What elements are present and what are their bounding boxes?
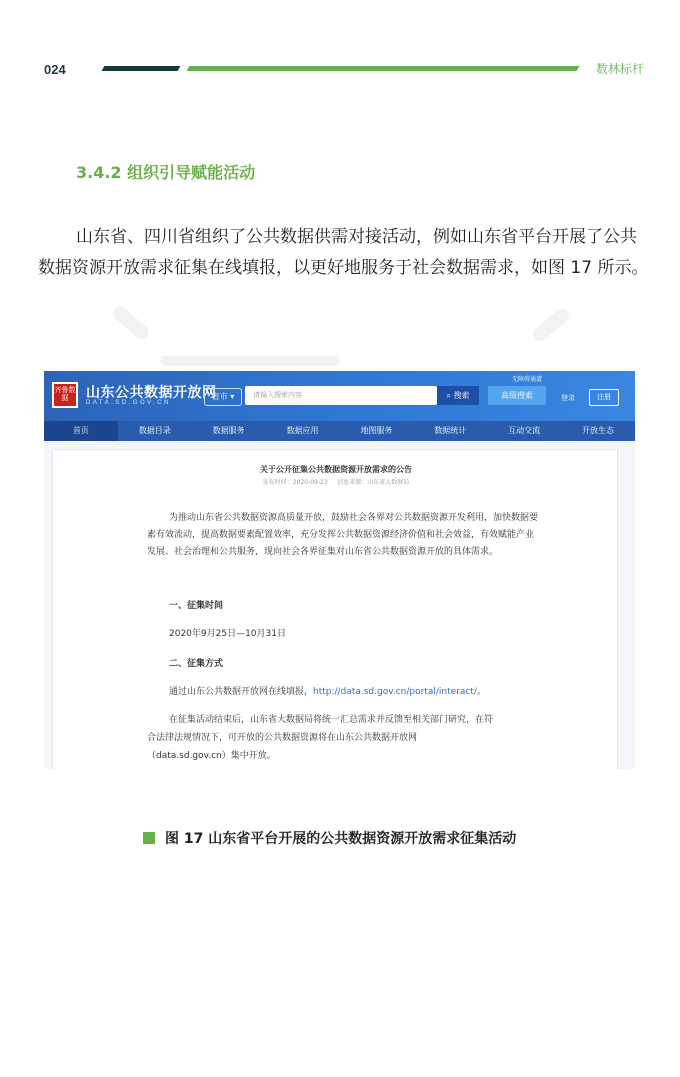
chevron-down-icon: ▾: [230, 392, 235, 401]
login-link[interactable]: 登录: [561, 394, 575, 402]
method-prefix: 通过山东公共数据开放网在线填报，: [169, 687, 314, 697]
register-button[interactable]: 注册: [589, 389, 619, 406]
nav-item-map[interactable]: 地图服务: [360, 426, 393, 435]
nav-item-apps[interactable]: 数据应用: [286, 426, 319, 435]
website-screenshot: [44, 371, 635, 769]
page-number: 024: [44, 62, 66, 77]
nav-item-home[interactable]: 首页: [44, 421, 118, 441]
site-title[interactable]: 山东公共数据开放网: [86, 385, 217, 401]
accessibility-link[interactable]: 无障碍通道: [512, 376, 543, 383]
collection-time-range: 2020年9月25日—10月31日: [169, 629, 286, 639]
watermark-shape: [160, 356, 340, 366]
nav-item-ecosystem[interactable]: 开放生态: [582, 426, 615, 435]
closing-line-2: 合法律法规情况下，可开放的公共数据资源将在山东公共数据开放网: [147, 733, 418, 743]
search-icon: ⌕: [446, 391, 451, 400]
heading-collection-method: 二、征集方式: [169, 659, 224, 669]
watermark-shape: [530, 306, 571, 344]
info-source: 信息来源：山东省大数据局: [337, 479, 410, 486]
heading-collection-time: 一、征集时间: [169, 601, 224, 611]
search-input[interactable]: 请输入搜索内容: [245, 386, 437, 405]
header-brand: 数林标杆: [596, 62, 645, 76]
advanced-search-button[interactable]: 高级搜索: [488, 386, 546, 405]
announcement-meta: [53, 477, 619, 486]
closing-line-3: （data.sd.gov.cn）集中开放。: [147, 751, 276, 761]
nav-item-services[interactable]: 数据服务: [212, 426, 245, 435]
announcement-intro: 为推动山东省公共数据资源高质量开放，鼓励社会各界对公共数据资源开发利用，加快数据要素有效流动，提高数据要素配置效率，充分发挥公共数据资源经济价值和社会效益，有效赋能产业发展、社会治理和公共服务，现向社会各界征集对山东省公共数据资源开放的具体需求。: [147, 513, 539, 557]
watermark-shape: [110, 304, 151, 342]
figure-caption-text: 图 17 山东省平台开展的公共数据资源开放需求征集活动: [165, 831, 517, 847]
nav-item-stats[interactable]: 数据统计: [434, 426, 467, 435]
site-nav: [44, 421, 635, 441]
announcement-panel: [52, 449, 618, 769]
body-paragraph: 山东省、四川省组织了公共数据供需对接活动，例如山东省平台开展了公共数据资源开放需求征集在线填报，以更好地服务于社会数据需求，如图 17 所示。: [38, 227, 649, 278]
header-bar-green: [187, 66, 580, 71]
interact-link[interactable]: http://data.sd.gov.cn/portal/interact/: [313, 687, 477, 697]
site-logo[interactable]: 齐鲁数据: [52, 382, 78, 408]
section-title: 3.4.2 组织引导赋能活动: [76, 163, 256, 182]
site-domain: DATA.SD.GOV.CN: [86, 400, 171, 406]
header-bar-dark: [102, 66, 181, 71]
site-header: [44, 371, 635, 421]
caption-square-icon: [143, 832, 155, 844]
search-button-label: 搜索: [453, 391, 470, 400]
publish-time: 发布时间：2020-09-23: [262, 479, 328, 486]
search-button[interactable]: [437, 386, 479, 405]
city-selector-label: 省市: [211, 392, 228, 401]
collection-method: [169, 684, 486, 697]
method-suffix: 。: [476, 687, 486, 697]
nav-item-catalog[interactable]: 数据目录: [138, 426, 171, 435]
closing-line-1: 在征集活动结束后，山东省大数据局将统一汇总需求并反馈至相关部门研究，在符: [169, 715, 494, 725]
announcement-title: 关于公开征集公共数据资源开放需求的公告: [260, 465, 412, 474]
figure-caption: [143, 828, 516, 848]
city-selector[interactable]: [204, 388, 242, 406]
nav-item-interact[interactable]: 互动交流: [508, 426, 541, 435]
